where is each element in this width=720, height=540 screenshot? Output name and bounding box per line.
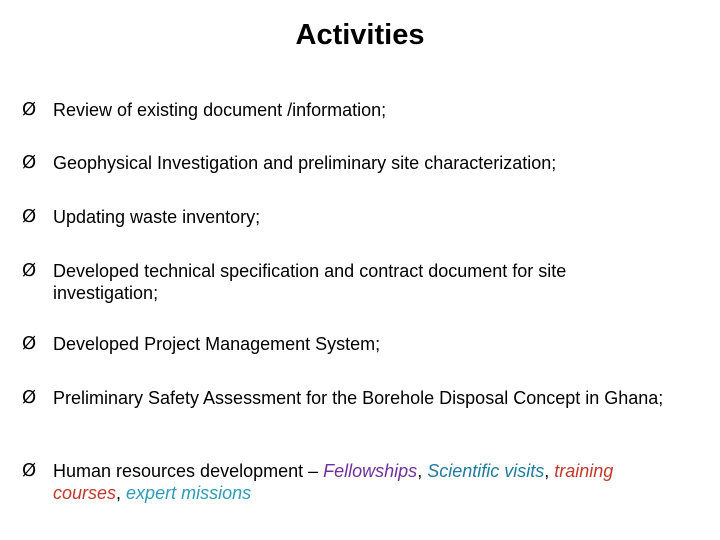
bullet-text: Preliminary Safety Assessment for the Borehole Disposal Concept in Ghana; [53, 388, 664, 408]
arrow-bullet-icon: Ø [22, 260, 37, 281]
arrow-bullet-icon: Ø [22, 333, 37, 354]
bullet-text [53, 460, 672, 504]
bullet-item [22, 333, 672, 355]
bullet-item [22, 99, 672, 121]
arrow-bullet-icon: Ø [22, 387, 37, 408]
arrow-bullet-icon: Ø [22, 99, 37, 120]
bullet-text: Developed Project Management System; [53, 334, 381, 354]
bullet-item [22, 387, 672, 409]
separator: , [544, 461, 555, 481]
arrow-bullet-icon: Ø [22, 460, 37, 481]
bullet-item [22, 460, 672, 504]
slide-title: Activities [295, 19, 425, 51]
bullet-text: Geophysical Investigation and preliminary site characterization; [53, 153, 557, 173]
training-courses-text: training courses [53, 461, 614, 503]
separator: , [417, 461, 428, 481]
bullet-text: Review of existing document /information; [53, 100, 387, 120]
fellowships-text: Fellowships [323, 461, 418, 481]
hr-prefix: Human resources development – [53, 461, 324, 481]
bullet-item [22, 260, 672, 304]
expert-missions-text: expert missions [126, 483, 252, 503]
bullet-item [22, 206, 672, 228]
arrow-bullet-icon: Ø [22, 152, 37, 173]
bullet-item [22, 152, 672, 174]
arrow-bullet-icon: Ø [22, 206, 37, 227]
scientific-visits-text: Scientific visits [427, 461, 545, 481]
bullet-text: Updating waste inventory; [53, 207, 261, 227]
separator: , [116, 483, 127, 503]
bullet-text: Developed technical specification and contract document for site investigation; [53, 261, 567, 303]
